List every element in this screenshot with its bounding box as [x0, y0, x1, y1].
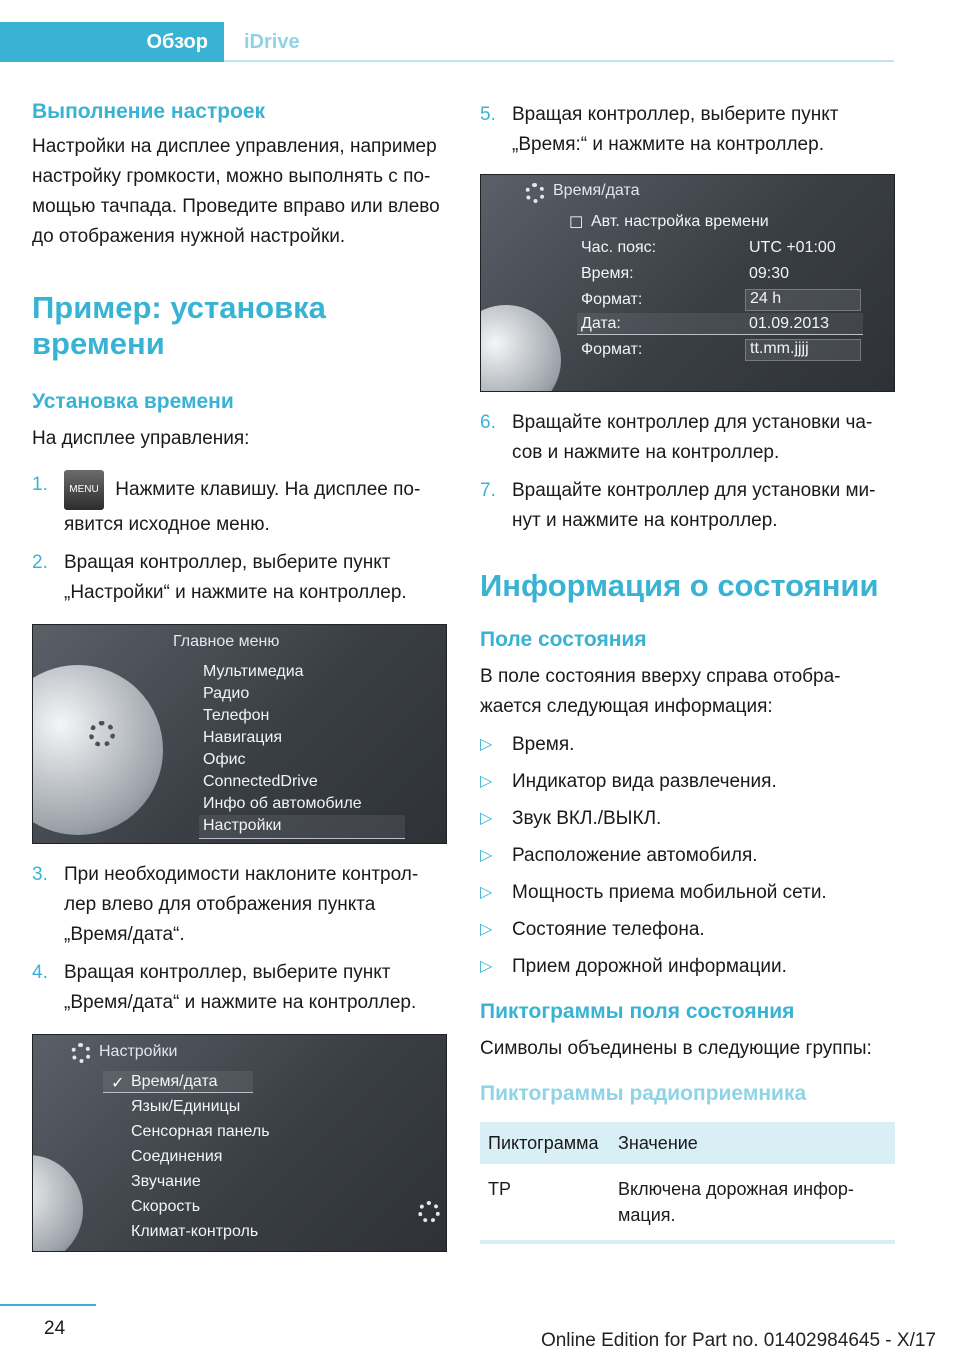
- menu-item-office[interactable]: Офис: [203, 751, 246, 768]
- step-text: Нажмите клавишу. На дисплее по-явится исходное меню.: [64, 479, 421, 535]
- triangle-bullet-icon: ▷: [480, 921, 493, 938]
- step-number: 5.: [480, 104, 496, 125]
- row-label-date: Дата:: [581, 315, 621, 332]
- menu-item-time-date[interactable]: Время/дата: [131, 1073, 218, 1090]
- triangle-bullet-icon: ▷: [480, 958, 493, 975]
- menu-item-settings[interactable]: Настройки: [203, 817, 282, 834]
- list-item: [480, 841, 895, 871]
- row-value-date-format[interactable]: tt.mm.jjjj: [745, 339, 861, 361]
- row-value-format[interactable]: 24 h: [745, 289, 861, 311]
- step-text: Вращайте контроллер для установки ми-нут и нажмите на контроллер.: [512, 480, 876, 531]
- menu-item-sound[interactable]: Звучание: [131, 1173, 201, 1190]
- heading-status-info: Информация о состоянии: [480, 568, 879, 603]
- step-number: 3.: [32, 864, 48, 885]
- step-3: [32, 860, 447, 950]
- subheading-radio-icons: Пиктограммы радиоприемника: [480, 1082, 807, 1105]
- list-item: [480, 915, 895, 945]
- footer-line: [0, 1304, 96, 1306]
- step-2: [32, 548, 447, 608]
- triangle-bullet-icon: ▷: [480, 773, 493, 790]
- menu-item-connections[interactable]: Соединения: [131, 1148, 223, 1165]
- gear-icon: [71, 1043, 91, 1063]
- menu-item-climate[interactable]: Климат-контроль: [131, 1223, 259, 1240]
- menu-item-speed[interactable]: Скорость: [131, 1198, 201, 1215]
- step-text: Вращая контроллер, выберите пункт „Время/дата“ и нажмите на контроллер.: [64, 962, 417, 1013]
- step-number: 4.: [32, 962, 48, 983]
- list-item: [480, 878, 895, 908]
- auto-time-label[interactable]: Авт. настройка времени: [591, 213, 769, 230]
- status-field-text: В поле состояния вверху справа отобра-жается следующая информация:: [480, 666, 841, 717]
- table-cell-icon: TP: [480, 1164, 610, 1242]
- controller-dial-icon: [32, 1155, 83, 1252]
- row-value-time[interactable]: 09:30: [749, 265, 790, 282]
- menu-item-connecteddrive[interactable]: ConnectedDrive: [203, 773, 318, 790]
- step-1: [32, 470, 447, 540]
- step-number: 2.: [32, 552, 48, 573]
- subheading-status-icons: Пиктограммы поля состояния: [480, 1000, 795, 1023]
- menu-item-phone[interactable]: Телефон: [203, 707, 270, 724]
- gear-icon: [89, 721, 115, 747]
- intro-text: На дисплее управления:: [32, 428, 250, 449]
- row-value-date[interactable]: 01.09.2013: [749, 315, 830, 332]
- step-5: [480, 100, 895, 160]
- list-item-text: Расположение автомобиля.: [512, 845, 758, 866]
- step-6: [480, 408, 895, 468]
- screen-title: Настройки: [99, 1043, 178, 1060]
- step-text: Вращайте контроллер для установки ча-сов и нажмите на контроллер.: [512, 412, 873, 463]
- controller-dial-icon: [32, 665, 163, 835]
- header-bar: [0, 22, 894, 62]
- section-title-settings: Выполнение настроек: [32, 100, 266, 123]
- row-label-time: Время:: [581, 265, 634, 282]
- gear-icon: [525, 183, 545, 203]
- check-icon: ✓: [111, 1075, 125, 1092]
- screen-title: Время/дата: [553, 182, 640, 199]
- step-4: [32, 958, 447, 1018]
- edition-note: Online Edition for Part no. 01402984645 - X/17: [540, 1330, 936, 1351]
- row-label-timezone: Час. пояс:: [581, 239, 657, 256]
- menu-item-navigation[interactable]: Навигация: [203, 729, 283, 746]
- left-column: [32, 100, 447, 1252]
- step-7: [480, 476, 895, 536]
- row-value-timezone[interactable]: UTC +01:00: [749, 239, 836, 256]
- list-item-text: Время.: [512, 734, 575, 755]
- menu-item-vehicle-info[interactable]: Инфо об автомобиле: [203, 795, 362, 812]
- table-cell-meaning: Включена дорожная инфор-мация.: [610, 1164, 895, 1242]
- triangle-bullet-icon: ▷: [480, 884, 493, 901]
- list-item: [480, 804, 895, 834]
- screen-title: Главное меню: [173, 633, 280, 650]
- step-number: 6.: [480, 412, 496, 433]
- triangle-bullet-icon: ▷: [480, 847, 493, 864]
- checkbox-icon[interactable]: ☐: [569, 215, 584, 232]
- gear-icon: [418, 1201, 440, 1223]
- menu-item-language-units[interactable]: Язык/Единицы: [131, 1098, 241, 1115]
- list-item-text: Звук ВКЛ./ВЫКЛ.: [512, 808, 662, 829]
- row-label-format: Формат:: [581, 291, 643, 308]
- list-item-text: Индикатор вида развлечения.: [512, 771, 777, 792]
- status-icons-text: Символы объединены в следующие группы:: [480, 1038, 872, 1059]
- list-item-text: Мощность приема мобильной сети.: [512, 882, 827, 903]
- step-number: 7.: [480, 480, 496, 501]
- settings-screen: [32, 1034, 447, 1252]
- list-item-text: Состояние телефона.: [512, 919, 705, 940]
- triangle-bullet-icon: ▷: [480, 810, 493, 827]
- menu-item-touchpad[interactable]: Сенсорная панель: [131, 1123, 270, 1140]
- menu-item-radio[interactable]: Радио: [203, 685, 250, 702]
- table-row: [480, 1164, 895, 1242]
- controller-dial-icon: [480, 305, 561, 392]
- subheading-status-field: Поле состояния: [480, 628, 647, 651]
- list-item-text: Прием дорожной информации.: [512, 956, 787, 977]
- table-header: Значение: [610, 1122, 895, 1164]
- time-date-screen: [480, 174, 895, 392]
- list-item: [480, 952, 895, 982]
- right-column: [480, 100, 895, 1244]
- page-number: 24: [44, 1318, 66, 1339]
- row-label-date-format: Формат:: [581, 341, 643, 358]
- tab-idrive[interactable]: iDrive: [244, 31, 300, 53]
- tab-overview[interactable]: Обзор: [0, 22, 224, 62]
- step-text: Вращая контроллер, выберите пункт „Настройки“ и нажмите на контроллер.: [64, 552, 407, 603]
- step-text: Вращая контроллер, выберите пункт „Время:“ и нажмите на контроллер.: [512, 104, 839, 155]
- list-item: [480, 767, 895, 797]
- subheading-set-time: Установка времени: [32, 390, 234, 413]
- list-item: [480, 730, 895, 760]
- settings-paragraph: Настройки на дисплее управления, например настройку громкости, можно выполнять с по-мощью тачпада. Проведите вправо или влево до отображения нужной настройки.: [32, 136, 440, 247]
- step-text: При необходимости наклоните контрол-лер влево для отображения пункта „Время/дата“.: [64, 864, 419, 945]
- heading-time-example: Пример: установка времени: [32, 290, 326, 361]
- table-header: Пиктограмма: [480, 1122, 610, 1164]
- main-menu-screen: [32, 624, 447, 844]
- triangle-bullet-icon: ▷: [480, 736, 493, 753]
- table-header-row: [480, 1122, 895, 1164]
- radio-icons-table: [480, 1122, 895, 1244]
- menu-item-multimedia[interactable]: Мультимедиа: [203, 663, 304, 680]
- menu-key-icon: MENU: [64, 470, 104, 510]
- step-number: 1.: [32, 474, 48, 495]
